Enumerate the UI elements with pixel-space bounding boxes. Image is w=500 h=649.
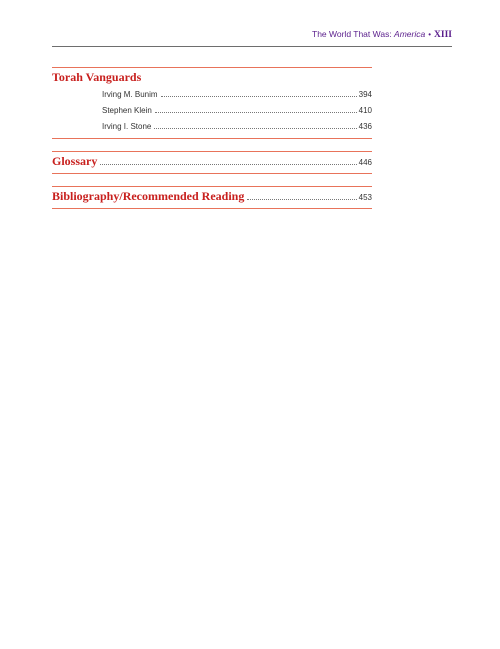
page-number: XIII (434, 30, 452, 40)
dot-leader (100, 164, 356, 165)
toc-section-glossary[interactable] (52, 151, 372, 174)
entry-name: Stephen Klein (102, 106, 152, 115)
dot-leader (247, 199, 356, 200)
section-title: Glossary (52, 154, 98, 168)
toc-entries (52, 87, 372, 135)
toc-entry[interactable] (102, 103, 372, 119)
toc-entry[interactable] (102, 87, 372, 103)
toc-entry[interactable] (102, 119, 372, 135)
section-title: Bibliography/Recommended Reading (52, 189, 245, 203)
dot-leader (155, 112, 357, 113)
entry-page: 436 (358, 122, 372, 131)
table-of-contents (52, 67, 372, 221)
entry-page: 394 (358, 90, 372, 99)
toc-section-bibliography[interactable] (52, 186, 372, 209)
section-row (52, 189, 372, 205)
bullet-separator: • (428, 30, 432, 39)
running-title: The World That Was: America (312, 29, 426, 39)
section-page: 453 (358, 193, 372, 202)
dot-leader (154, 128, 356, 129)
toc-section-torah-vanguards (52, 67, 372, 139)
entry-name: Irving M. Bunim (102, 90, 158, 99)
running-header (52, 24, 452, 47)
entry-name: Irving I. Stone (102, 122, 152, 131)
entry-page: 410 (358, 106, 372, 115)
dot-leader (161, 96, 357, 97)
section-row (52, 154, 372, 170)
section-page: 446 (358, 158, 372, 167)
section-title: Torah Vanguards (52, 70, 142, 84)
